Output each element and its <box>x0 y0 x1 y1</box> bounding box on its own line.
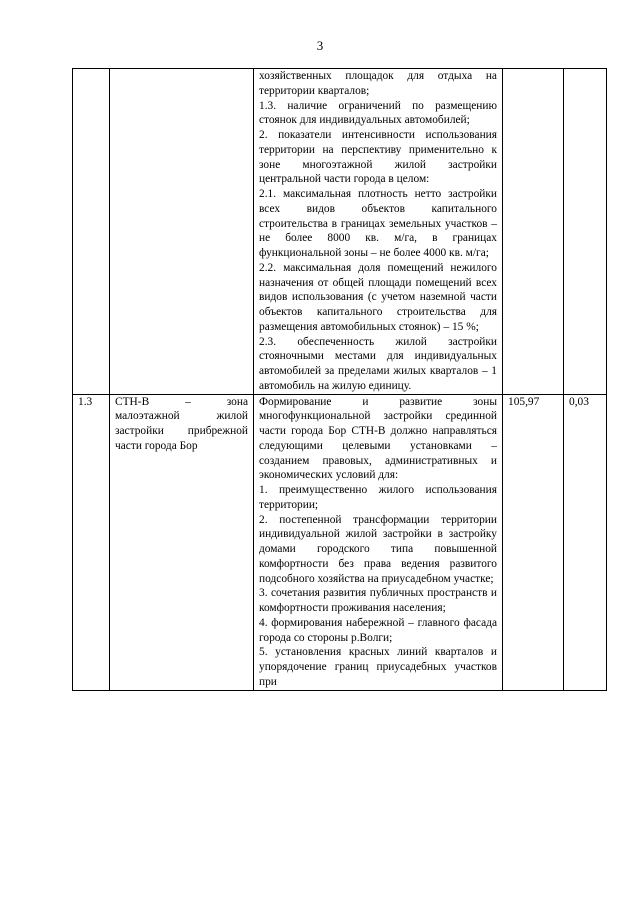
description-paragraph: 2.2. максимальная доля помещений нежилого назначения от общей площади помещений всех видов использования (с учетом наземной части объектов капитального строительства для размещения автомобильных стоянок) – 15 %; <box>259 261 497 333</box>
description-paragraph: 1.3. наличие ограничений по размещению стоянок для индивидуальных автомобилей; <box>259 99 497 127</box>
page-number: 3 <box>316 38 324 53</box>
row-number-cell: 1.3 <box>73 394 110 690</box>
description-paragraph: 3. сочетания развития публичных пространств и комфортности проживания населения; <box>259 587 497 614</box>
share-cell: 0,03 <box>564 394 607 690</box>
zone-name-cell <box>110 69 254 395</box>
description-paragraph: 5. установления красных линий кварталов и упорядочение границ приусадебных участков при <box>259 646 497 688</box>
description-paragraph: 1. преимущественно жилого использования территории; <box>259 484 497 511</box>
description-paragraph: Формирование и развитие зоны многофункциональной застройки срединной части города Бор СТН-В должно направляться следующими целевыми установками – созданием правовых, административных и экономических условий для: <box>259 395 497 482</box>
description-paragraph: 2. показатели интенсивности использования территории на перспективу применительно к зоне многоэтажной жилой застройки центральной части города в целом: <box>259 129 497 186</box>
description-cell <box>254 69 503 395</box>
zone-name-text: СТН-В – зона малоэтажной жилой застройки прибрежной части города Бор <box>115 395 248 452</box>
description-paragraph: 2.3. обеспеченность жилой застройки стояночными местами для индивидуальных автомобилей за пределами жилых кварталов – 1 автомобиль на жилую единицу. <box>259 335 497 392</box>
description-paragraph: 2.1. максимальная плотность нетто застройки всех видов объектов капитального строительства в границах земельных участков – не более 8000 кв. м/га, в границах функциональной зоны – не более 4000 кв. м/га; <box>259 188 497 259</box>
description-paragraph: 4. формирования набережной – главного фасада города со стороны р.Волги; <box>259 616 497 644</box>
area-cell <box>503 69 564 395</box>
zone-name-cell <box>110 394 254 690</box>
zones-table <box>72 68 607 691</box>
description-paragraph: 2. постепенной трансформации территории индивидуальной жилой застройки в застройку домами городского типа повышенной комфортности без права ведения развитого подсобного хозяйства на приусадебном участке; <box>259 513 497 585</box>
area-cell: 105,97 <box>503 394 564 690</box>
share-cell <box>564 69 607 395</box>
row-number-cell <box>73 69 110 395</box>
description-cell <box>254 394 503 690</box>
table-row <box>73 69 607 395</box>
description-paragraph: хозяйственных площадок для отдыха на территории кварталов; <box>259 70 497 97</box>
table-row <box>73 394 607 690</box>
